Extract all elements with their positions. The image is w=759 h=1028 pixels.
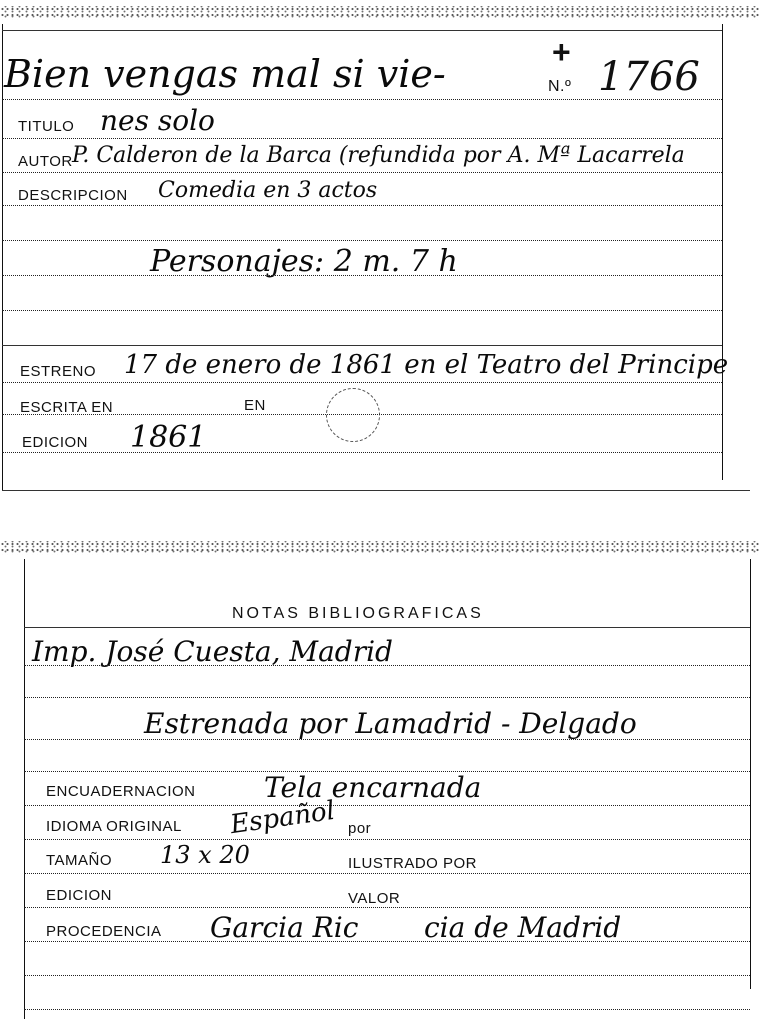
notas-heading: NOTAS BIBLIOGRAFICAS (232, 605, 484, 622)
edicion-label: EDICION (22, 434, 89, 451)
title-line: Bien vengas mal si vie- (4, 52, 446, 96)
ilustrado-label: ILUSTRADO POR (348, 855, 478, 872)
edicion-b-label: EDICION (46, 887, 113, 904)
encuadernacion-label: ENCUADERNACION (46, 783, 196, 800)
titulo-label: TITULO (18, 118, 75, 135)
torn-edge-top (0, 6, 759, 20)
b-rule-6 (24, 805, 750, 806)
descripcion-label: DESCRIPCION (18, 187, 128, 204)
b-rule-1 (24, 627, 750, 628)
top-rule (2, 30, 722, 31)
estreno-value: 17 de enero de 1861 en el Teatro del Principe (124, 350, 729, 380)
b-rule-2 (24, 665, 750, 666)
personajes-value: Personajes: 2 m. 7 h (150, 244, 458, 279)
autor-value: P. Calderon de la Barca (refundida por A. Mª Lacarrela (72, 143, 685, 168)
b-rule-3 (24, 697, 750, 698)
card-border-right (722, 24, 723, 480)
rule-7 (2, 310, 722, 311)
card-border-left-2 (24, 559, 25, 1019)
b-rule-10 (24, 941, 750, 942)
card-number: 1766 (598, 54, 700, 100)
note-line-1: Imp. José Cuesta, Madrid (32, 635, 393, 668)
b-rule-8 (24, 873, 750, 874)
rule-8 (2, 345, 722, 346)
card-bottom-edge (2, 490, 750, 491)
idioma-value: Español (228, 795, 337, 841)
rule-5 (2, 240, 722, 241)
card-border-left (2, 24, 3, 490)
tamano-label: TAMAÑO (46, 852, 113, 869)
top-catalog-card (0, 0, 759, 500)
rule-6 (2, 275, 722, 276)
b-rule-9 (24, 907, 750, 908)
autor-label: AUTOR (18, 153, 73, 170)
card-border-right-2 (750, 559, 751, 989)
procedencia-value-2: cia de Madrid (424, 911, 622, 944)
note-line-2: Estrenada por Lamadrid - Delgado (144, 707, 637, 740)
rule-1 (2, 99, 722, 100)
edicion-value: 1861 (130, 420, 207, 455)
b-rule-7 (24, 839, 750, 840)
rule-3 (2, 172, 722, 173)
bottom-catalog-card (0, 535, 759, 1028)
b-rule-12 (24, 1009, 750, 1010)
procedencia-label: PROCEDENCIA (46, 923, 162, 940)
escrita-en-second-label: EN (244, 397, 266, 414)
b-rule-4 (24, 739, 750, 740)
titulo-value: nes solo (100, 104, 215, 137)
tamano-value: 13 x 20 (160, 841, 250, 869)
idioma-por-label: por (348, 820, 372, 837)
descripcion-value: Comedia en 3 actos (158, 178, 378, 203)
rule-4 (2, 205, 722, 206)
rule-10 (2, 414, 722, 415)
stamp-circle (326, 388, 380, 442)
number-label: N.º (548, 78, 572, 95)
escrita-en-label: ESCRITA EN (20, 399, 114, 416)
estreno-label: ESTRENO (20, 363, 97, 380)
procedencia-value: Garcia Ric (210, 911, 359, 944)
rule-11 (2, 452, 722, 453)
b-rule-11 (24, 975, 750, 976)
rule-9 (2, 382, 722, 383)
valor-label: VALOR (348, 890, 401, 907)
idioma-label: IDIOMA ORIGINAL (46, 818, 182, 835)
cross-mark: + (552, 34, 571, 70)
rule-2 (2, 138, 722, 139)
encuadernacion-value: Tela encarnada (264, 771, 482, 804)
torn-edge-bottom-card (0, 541, 759, 555)
